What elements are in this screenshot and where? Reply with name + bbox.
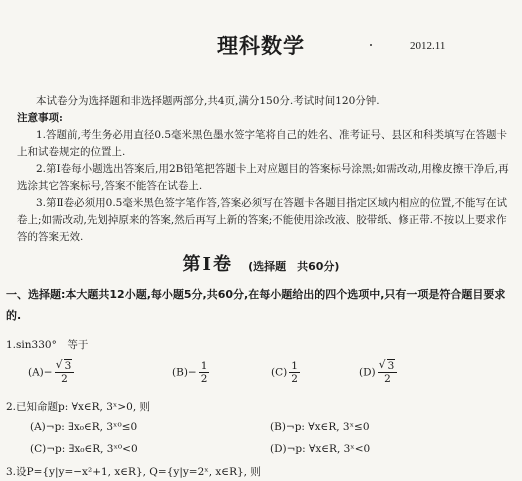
notice-item-1-text: 1.答题前,考生务必用直径0.5毫米黑色墨水签字笔将自己的姓名、准考证号、县区和科类填写在答题卡上和试卷规定的位置上. xyxy=(17,129,508,158)
option-a-denominator: 2 xyxy=(61,373,68,385)
option-b-label: (B)− xyxy=(172,366,197,379)
notice-item-2-text: 2.第Ⅰ卷每小题选出答案后,用2B铅笔把答题卡上对应题目的答案标号涂黑;如需改动,用橡皮擦干净后,再选涂其它答案标号,答案不能答在试卷上. xyxy=(17,163,509,192)
option-c-label: (C) xyxy=(271,366,288,379)
intro-text: 本试卷分为选择题和非选择题两部分,共4页,满分150分.考试时间120分钟. xyxy=(36,95,380,107)
exam-date: 2012.11 xyxy=(410,40,446,52)
option-b-denominator: 2 xyxy=(200,373,208,385)
notice-heading: 注意事项: xyxy=(17,112,63,124)
question-2-option-a: (A)¬p: ∃x₀∈R, 3ˣ⁰≤0 xyxy=(30,421,138,433)
question-1-option-a xyxy=(28,360,76,385)
option-c-fraction xyxy=(289,360,300,385)
notice-item-2 xyxy=(17,161,512,195)
option-d-radicand: 3 xyxy=(387,360,395,372)
option-a-radicand: 3 xyxy=(64,360,72,372)
notice-item-3-text: 3.第Ⅱ卷必须用0.5毫米黑色签字笔作答,答案必须写在答题卡各题目指定区域内相应的位置,不能写在试卷上;如需改动,先划掉原来的答案,然后再写上新的答案;不能使用涂改液、胶带纸、修正带.不按以上要求作答的答案无效. xyxy=(17,197,508,243)
question-1-option-b xyxy=(172,360,211,385)
question-2-option-d: (D)¬p: ∀x∈R, 3ˣ<0 xyxy=(270,443,371,455)
section-title: 第Ⅰ卷 xyxy=(182,254,233,275)
option-b-fraction xyxy=(199,360,210,385)
option-c-numerator: 1 xyxy=(291,360,298,372)
question-2-option-c: (C)¬p: ∃x₀∈R, 3ˣ⁰<0 xyxy=(30,443,138,455)
question-3-stem: 3.设P={y|y=−x²+1, x∈R}, Q={y|y=2ˣ, x∈R}, 则 xyxy=(6,466,261,478)
option-d-label: (D) xyxy=(359,366,376,379)
question-1-option-c xyxy=(271,360,302,385)
option-b-numerator: 1 xyxy=(200,360,208,372)
question-1-option-d xyxy=(359,360,399,385)
option-d-denominator: 2 xyxy=(384,373,391,385)
question-2-stem: 2.已知命题p: ∀x∈R, 3ˣ>0, 则 xyxy=(6,401,151,413)
page-title: 理科数学 xyxy=(217,33,305,58)
notice-item-1 xyxy=(17,127,512,161)
option-a-label: (A)− xyxy=(28,366,53,379)
option-a-fraction xyxy=(55,360,75,385)
question-1-stem: 1.sin330° 等于 xyxy=(6,339,89,351)
section-subtitle: (选择题 共60分) xyxy=(248,260,340,273)
ink-dot xyxy=(370,44,372,46)
section-heading xyxy=(0,250,522,276)
option-c-denominator: 2 xyxy=(291,373,298,385)
question-2-option-b: (B)¬p: ∀x∈R, 3ˣ≤0 xyxy=(270,421,370,433)
choice-instructions: 一、选择题:本大题共12小题,每小题5分,共60分,在每小题给出的四个选项中,只有一项是符合题目要求的. xyxy=(6,288,506,322)
option-d-fraction xyxy=(378,360,398,385)
notice-item-3 xyxy=(17,195,512,246)
